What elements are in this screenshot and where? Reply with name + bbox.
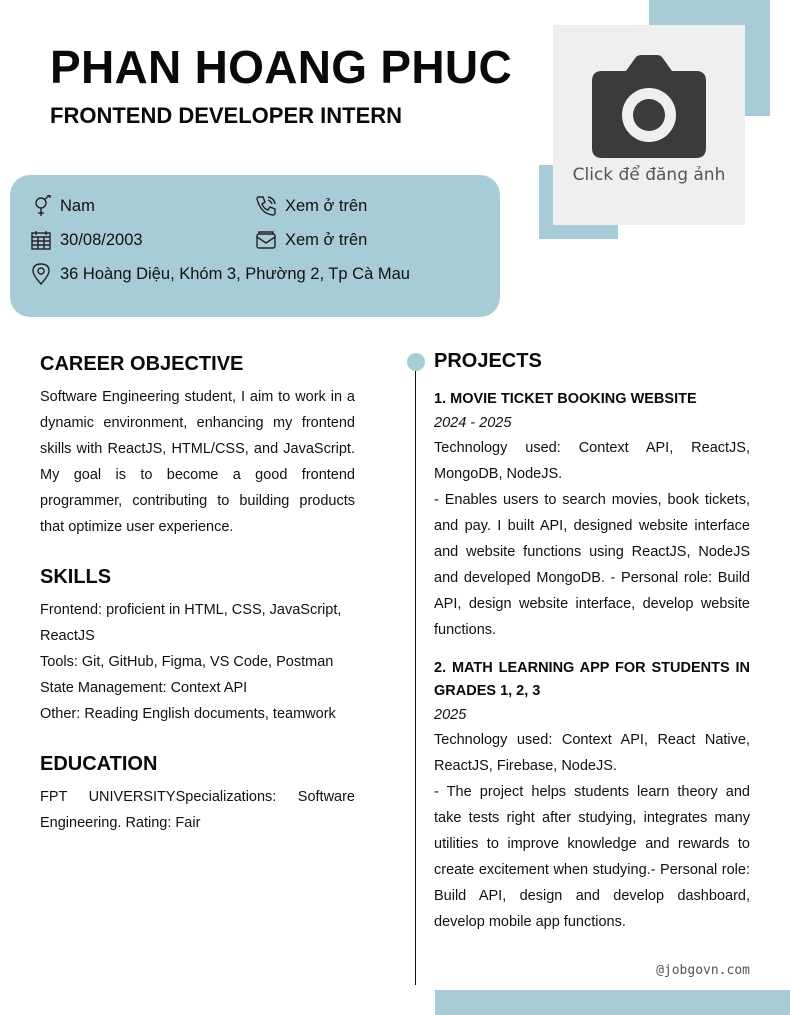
- project-date: 2024 - 2025: [434, 415, 512, 431]
- camera-icon: [592, 55, 706, 158]
- skill-item: Other: Reading English documents, teamwork: [40, 706, 336, 722]
- email-value: Xem ở trên: [285, 230, 368, 249]
- education-heading: EDUCATION: [40, 753, 158, 775]
- project-technology: Technology used: Context API, ReactJS, MongoDB, NodeJS.: [434, 440, 750, 482]
- career-objective-text: Software Engineering student, I aim to work in a dynamic environment, enhancing my frontend skills with ReactJS, HTML/CSS, and JavaScript. My goal is to become a good frontend programmer, contributing to building products that optimize user experience.: [40, 389, 355, 535]
- email-item: [255, 229, 367, 251]
- project-title: 1. MOVIE TICKET BOOKING WEBSITE: [434, 391, 697, 407]
- gender-icon: [30, 195, 52, 217]
- calendar-icon: [30, 229, 52, 251]
- skill-item: Tools: Git, GitHub, Figma, VS Code, Postman: [40, 654, 334, 670]
- birthdate-item: [30, 229, 143, 251]
- watermark-text: @jobgovn.com: [656, 963, 750, 978]
- gender-item: [30, 195, 95, 217]
- skill-item: State Management: Context API: [40, 680, 248, 696]
- project-date: 2025: [434, 707, 467, 723]
- photo-upload-label: Click để đăng ảnh: [572, 165, 726, 185]
- project-title: 2. MATH LEARNING APP FOR STUDENTS IN GRADES 1, 2, 3: [434, 660, 750, 699]
- address-item: [30, 263, 410, 285]
- timeline-dot: [407, 353, 425, 371]
- projects-heading: PROJECTS: [434, 350, 542, 372]
- skill-item: Frontend: proficient in HTML, CSS, JavaScript, ReactJS: [40, 602, 342, 644]
- project-description: - Enables users to search movies, book tickets, and pay. I built API, designed website interface and website functions using ReactJS, NodeJS and developed MongoDB. - Personal role: Build API, design website interface, develop website functions.: [434, 492, 750, 638]
- address-value: 36 Hoàng Diệu, Khóm 3, Phường 2, Tp Cà Mau: [60, 264, 410, 283]
- gender-value: Nam: [60, 196, 95, 215]
- decor-block-bottom: [435, 990, 790, 1015]
- location-pin-icon: [30, 263, 52, 285]
- project-technology: Technology used: Context API, React Native, ReactJS, Firebase, NodeJS.: [434, 732, 750, 774]
- birthdate-value: 30/08/2003: [60, 230, 143, 249]
- candidate-name: PHAN HOANG PHUC: [50, 41, 512, 93]
- email-icon: [255, 229, 277, 251]
- photo-upload-button[interactable]: [553, 25, 745, 225]
- education-text: FPT UNIVERSITYSpecializations: Software Engineering. Rating: Fair: [40, 789, 355, 831]
- personal-info-box: [10, 175, 500, 317]
- job-title: FRONTEND DEVELOPER INTERN: [50, 103, 403, 128]
- skills-heading: SKILLS: [40, 566, 112, 588]
- phone-icon: [255, 195, 277, 217]
- phone-value: Xem ở trên: [285, 196, 368, 215]
- project-description: - The project helps students learn theory and take tests right after studying, integrates many utilities to improve knowledge and rewards to create excitement when studying.- Personal role: Build API, design and develop dashboard, develop mobile app functions.: [434, 784, 750, 930]
- timeline-line: [415, 368, 416, 985]
- phone-item: [255, 195, 367, 217]
- career-objective-heading: CAREER OBJECTIVE: [40, 353, 244, 375]
